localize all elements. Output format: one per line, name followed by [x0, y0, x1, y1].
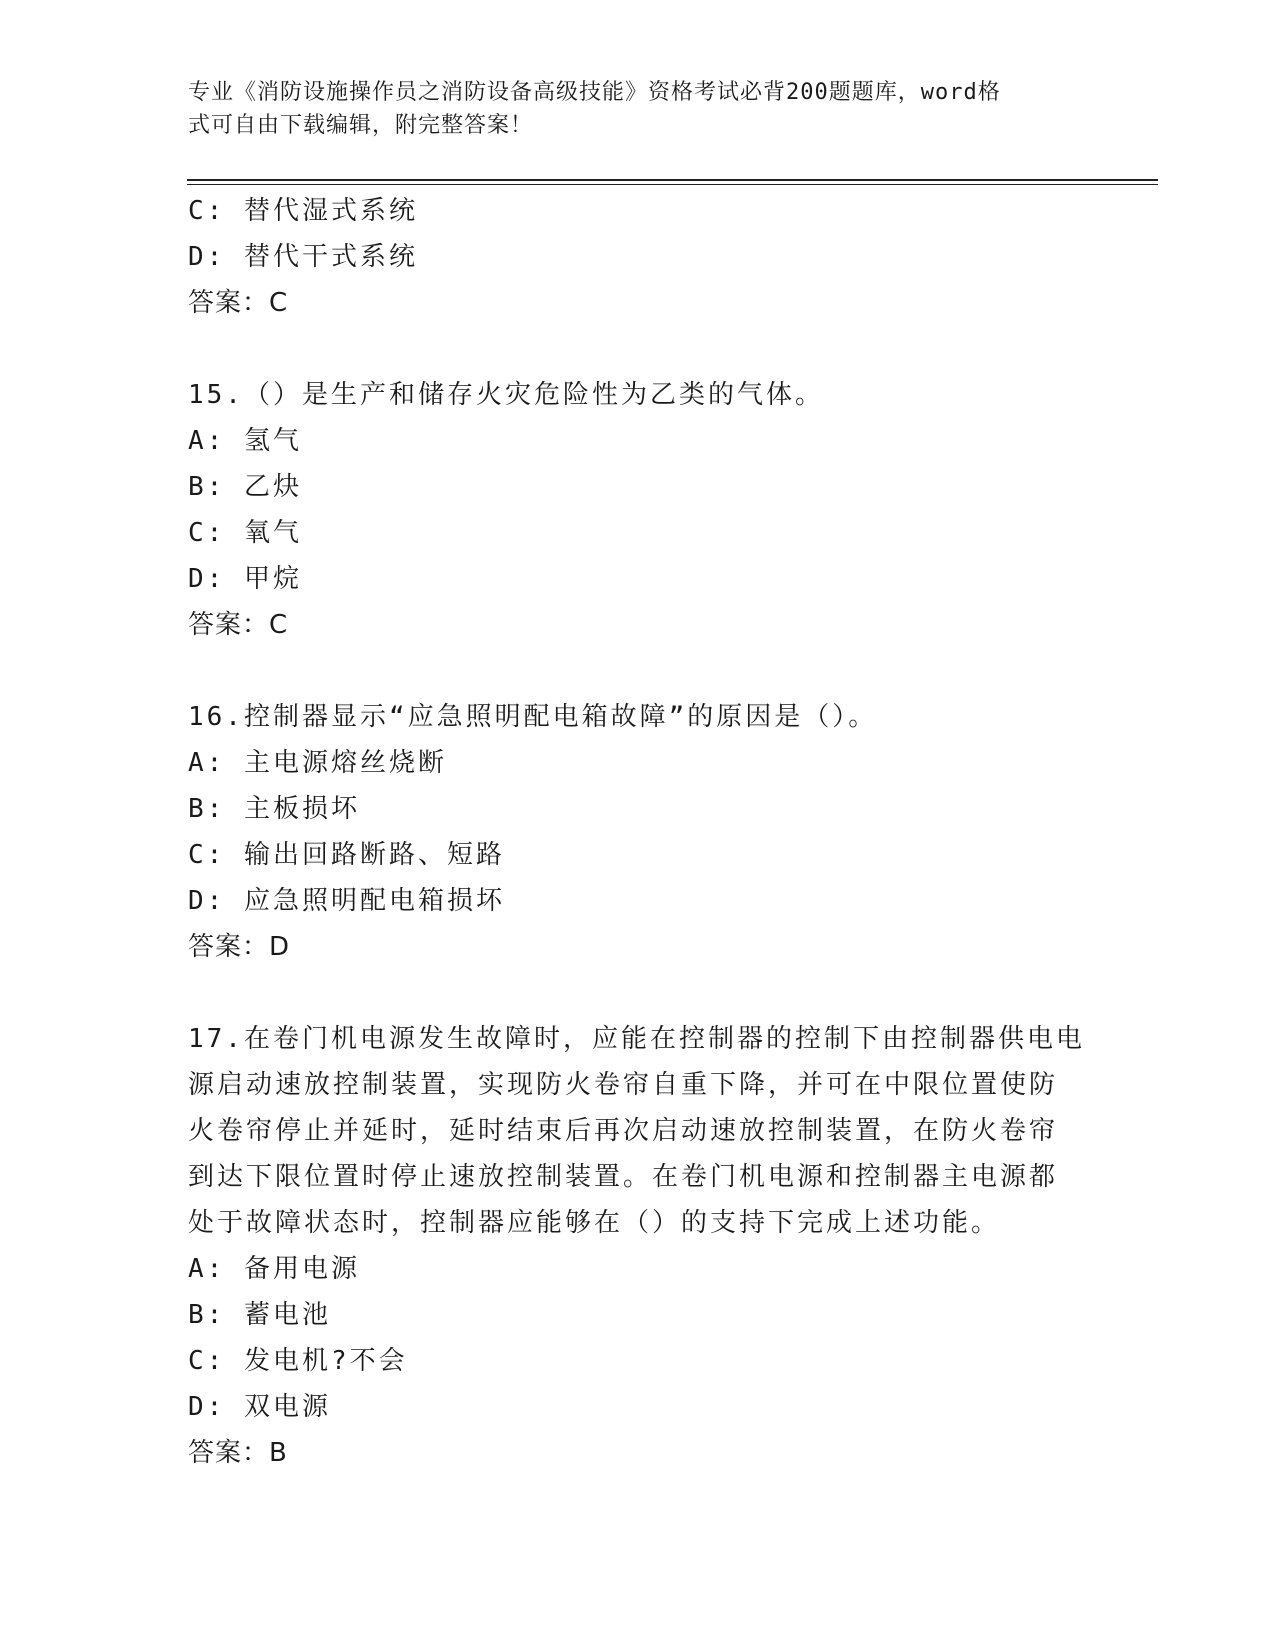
question-text-line-3: 火卷帘停止并延时，延时结束后再次启动速放控制装置，在防火卷帘: [188, 1116, 1059, 1146]
question-16: [188, 694, 1088, 970]
question-text: 15.（）是生产和储存火灾危险性为乙类的气体。: [188, 380, 824, 410]
header-divider-thick: [187, 179, 1158, 181]
option-b: B: 乙炔: [188, 472, 302, 502]
option-b: B: 蓄电池: [188, 1300, 331, 1330]
question-17: [188, 1016, 1088, 1476]
question-text-line-2: 源启动速放控制装置，实现防火卷帘自重下降，并可在中限位置使防: [188, 1070, 1059, 1100]
option-d: D: 应急照明配电箱损坏: [188, 886, 505, 916]
answer-line: 答案：C: [188, 288, 289, 318]
document-header: [188, 76, 1088, 142]
previous-question-tail: [188, 188, 1088, 326]
question-15: [188, 372, 1088, 648]
question-list: [188, 188, 1088, 1476]
option-b: B: 主板损坏: [188, 794, 360, 824]
question-text-line-1: 17.在卷门机电源发生故障时，应能在控制器的控制下由控制器供电电: [188, 1024, 1085, 1054]
option-a: A: 氢气: [188, 426, 302, 456]
option-a: A: 备用电源: [188, 1254, 360, 1284]
option-d: D: 替代干式系统: [188, 242, 418, 272]
question-text-line-4: 到达下限位置时停止速放控制装置。在卷门机电源和控制器主电源都: [188, 1162, 1059, 1192]
question-text-line-5: 处于故障状态时，控制器应能够在（）的支持下完成上述功能。: [188, 1208, 1001, 1238]
option-c: C: 发电机?不会: [188, 1346, 408, 1376]
option-d: D: 甲烷: [188, 564, 302, 594]
option-c: C: 氧气: [188, 518, 302, 548]
answer-line: 答案：D: [188, 932, 291, 962]
header-line-1: 专业《消防设施操作员之消防设备高级技能》资格考试必背200题题库，word格: [188, 80, 1001, 105]
header-divider-thin: [187, 184, 1158, 185]
option-c: C: 输出回路断路、短路: [188, 840, 505, 870]
spacer: [188, 648, 1088, 694]
answer-line: 答案：C: [188, 610, 289, 640]
header-line-2: 式可自由下载编辑，附完整答案！: [188, 113, 534, 138]
spacer: [188, 970, 1088, 1016]
answer-line: 答案：B: [188, 1438, 288, 1468]
question-text: 16.控制器显示“应急照明配电箱故障”的原因是（）。: [188, 702, 878, 732]
spacer: [188, 326, 1088, 372]
option-c: C: 替代湿式系统: [188, 196, 418, 226]
option-a: A: 主电源熔丝烧断: [188, 748, 447, 778]
option-d: D: 双电源: [188, 1392, 331, 1422]
